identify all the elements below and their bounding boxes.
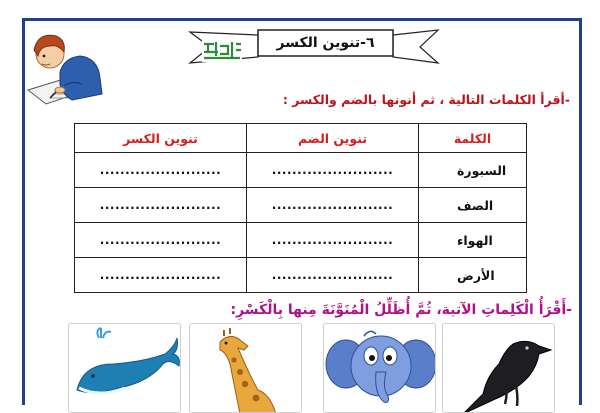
instruction-shade-words: -أَقْرَأُ الْكَلِماتِ الآتية، ثُمَّ أُظَلِّلُ الْمُنَوَّنَةَ مِنها بِالْكَسْرِ:	[230, 302, 572, 318]
damm-answer-blank[interactable]: ........................	[247, 188, 419, 223]
giraffe-card[interactable]	[189, 323, 302, 413]
instruction-read-words: -أقرأ الكلمات التالية ، ثم أنونها بالضم والكسر :	[282, 92, 570, 107]
lesson-title: ٦-تنوين الكسر	[276, 35, 375, 51]
giraffe-icon	[190, 324, 302, 413]
elephant-card[interactable]	[323, 323, 436, 413]
kasr-answer-blank[interactable]: ........................	[75, 188, 247, 223]
crow-card[interactable]	[442, 323, 555, 413]
writing-boy-illustration	[20, 28, 112, 108]
header-word: الكلمة	[419, 124, 527, 153]
damm-answer-blank[interactable]: ........................	[247, 153, 419, 188]
crow-icon	[443, 324, 555, 413]
kasr-answer-blank[interactable]: ........................	[75, 153, 247, 188]
table-row	[75, 188, 527, 223]
damm-answer-blank[interactable]: ........................	[247, 258, 419, 293]
table-row	[75, 258, 527, 293]
table-row	[75, 223, 527, 258]
word-cell: السبورة	[419, 153, 527, 188]
word-cell: الأرض	[419, 258, 527, 293]
kasr-answer-blank[interactable]: ........................	[75, 258, 247, 293]
table-header-row	[75, 124, 527, 153]
calligraphy-icon	[202, 40, 242, 62]
header-tanween-damm: تنوين الضم	[247, 124, 419, 153]
table-row	[75, 153, 527, 188]
whale-icon	[69, 324, 181, 413]
elephant-icon	[324, 324, 436, 413]
damm-answer-blank[interactable]: ........................	[247, 223, 419, 258]
tanween-table	[74, 123, 527, 293]
header-tanween-kasr: تنوين الكسر	[75, 124, 247, 153]
word-cell: الهواء	[419, 223, 527, 258]
word-cell: الصف	[419, 188, 527, 223]
whale-card[interactable]	[68, 323, 181, 413]
ribbon-right-tail	[393, 30, 438, 63]
kasr-answer-blank[interactable]: ........................	[75, 223, 247, 258]
